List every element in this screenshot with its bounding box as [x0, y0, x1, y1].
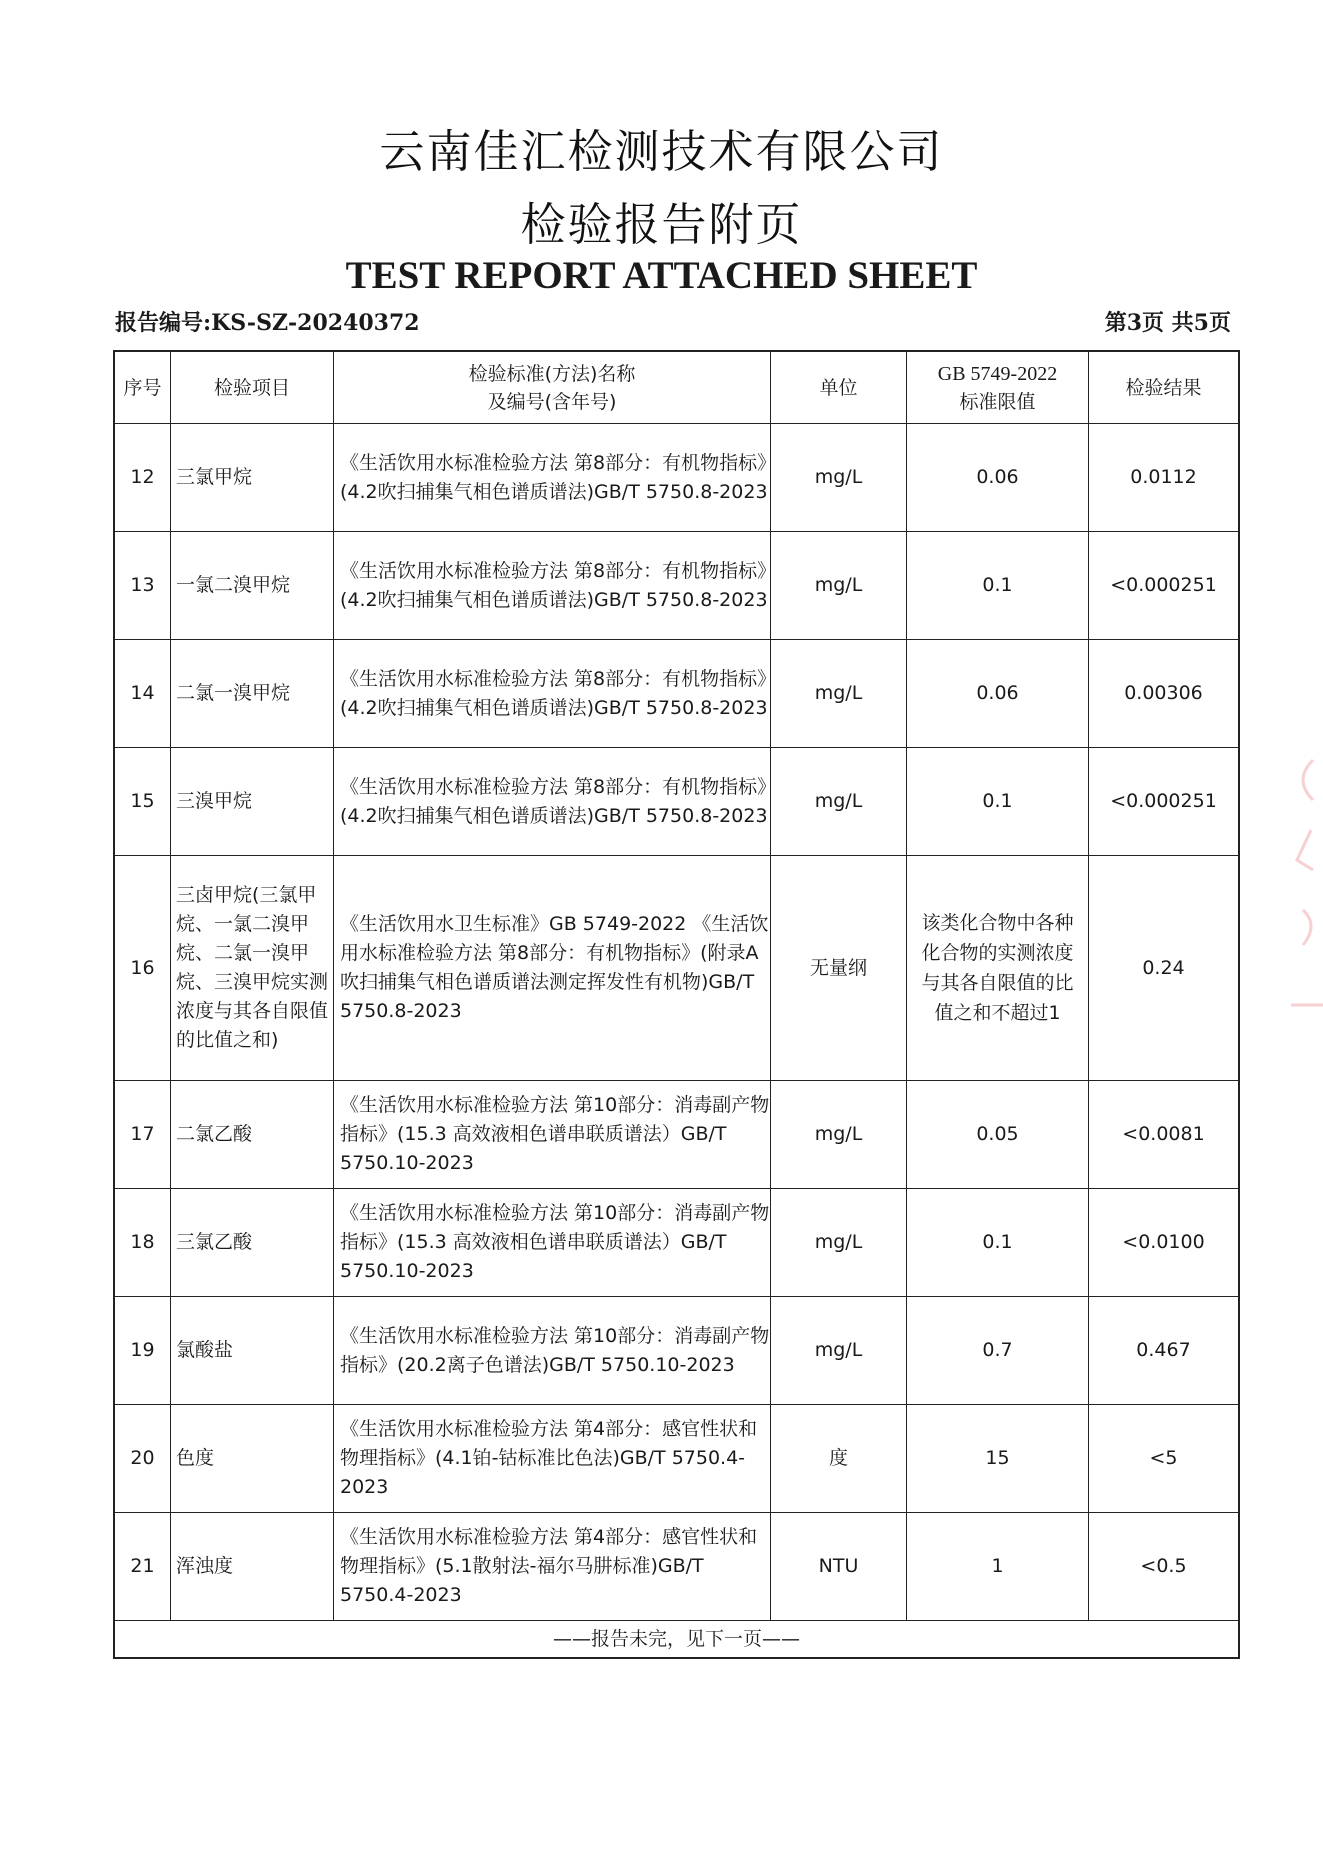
row-seq: 17	[114, 1081, 171, 1189]
header-standard-line2: 及编号(含年号)	[487, 390, 617, 413]
row-item: 氯酸盐	[171, 1297, 334, 1405]
row-limit: 15	[907, 1405, 1089, 1513]
row-item: 二氯乙酸	[171, 1081, 334, 1189]
row-result: <5	[1089, 1405, 1240, 1513]
seal-stamp-icon	[1283, 740, 1323, 1030]
row-limit: 1	[907, 1513, 1089, 1621]
row-unit: mg/L	[771, 532, 907, 640]
table-row	[114, 748, 1239, 856]
page-indicator: 第3页 共5页	[1104, 310, 1231, 336]
table-row	[114, 1405, 1239, 1513]
row-item: 三溴甲烷	[171, 748, 334, 856]
company-name: 云南佳汇检测技术有限公司	[379, 125, 944, 178]
row-result: <0.0081	[1089, 1081, 1240, 1189]
table-header-row	[114, 351, 1239, 424]
row-seq: 14	[114, 640, 171, 748]
row-seq: 12	[114, 424, 171, 532]
header-unit: 单位	[771, 351, 907, 424]
table-row	[114, 424, 1239, 532]
row-limit: 0.1	[907, 532, 1089, 640]
row-seq: 16	[114, 856, 171, 1081]
row-item: 色度	[171, 1405, 334, 1513]
row-result: 0.467	[1089, 1297, 1240, 1405]
row-result: <0.000251	[1089, 748, 1240, 856]
row-limit: 该类化合物中各种化合物的实测浓度与其各自限值的比值之和不超过1	[907, 856, 1089, 1081]
table-row	[114, 532, 1239, 640]
row-unit: NTU	[771, 1513, 907, 1621]
row-limit: 0.1	[907, 748, 1089, 856]
table-row	[114, 856, 1239, 1081]
row-limit: 0.7	[907, 1297, 1089, 1405]
row-unit: 度	[771, 1405, 907, 1513]
row-unit: mg/L	[771, 640, 907, 748]
row-standard: 《生活饮用水标准检验方法 第4部分：感官性状和物理指标》(4.1铂-钴标准比色法)GB/T 5750.4-2023	[334, 1405, 771, 1513]
row-seq: 15	[114, 748, 171, 856]
row-limit: 0.1	[907, 1189, 1089, 1297]
header-limit-line1: GB 5749-2022	[937, 362, 1058, 385]
row-unit: mg/L	[771, 424, 907, 532]
row-item: 三卤甲烷(三氯甲烷、一氯二溴甲烷、二氯一溴甲烷、三溴甲烷实测浓度与其各自限值的比值之和)	[171, 856, 334, 1081]
row-unit: mg/L	[771, 748, 907, 856]
row-item: 三氯甲烷	[171, 424, 334, 532]
table-row	[114, 640, 1239, 748]
row-item: 三氯乙酸	[171, 1189, 334, 1297]
header-seq: 序号	[114, 351, 171, 424]
header-item: 检验项目	[171, 351, 334, 424]
table-footer-row	[114, 1621, 1239, 1659]
row-unit: mg/L	[771, 1189, 907, 1297]
report-number: 报告编号:KS-SZ-20240372	[115, 310, 420, 336]
row-limit: 0.06	[907, 640, 1089, 748]
report-continued-note: ——报告未完，见下一页——	[114, 1621, 1239, 1659]
table-row	[114, 1189, 1239, 1297]
table-row	[114, 1513, 1239, 1621]
row-result: <0.0100	[1089, 1189, 1240, 1297]
header-result: 检验结果	[1089, 351, 1240, 424]
header-standard	[334, 351, 771, 424]
row-standard: 《生活饮用水标准检验方法 第8部分：有机物指标》(4.2吹扫捕集气相色谱质谱法)GB/T 5750.8-2023	[334, 532, 771, 640]
row-seq: 20	[114, 1405, 171, 1513]
row-seq: 18	[114, 1189, 171, 1297]
row-item: 一氯二溴甲烷	[171, 532, 334, 640]
row-result: 0.24	[1089, 856, 1240, 1081]
row-unit: mg/L	[771, 1081, 907, 1189]
row-item: 二氯一溴甲烷	[171, 640, 334, 748]
report-subtitle: 检验报告附页	[520, 198, 803, 251]
row-unit: 无量纲	[771, 856, 907, 1081]
row-standard: 《生活饮用水标准检验方法 第10部分：消毒副产物指标》(15.3 高效液相色谱串联质谱法）GB/T 5750.10-2023	[334, 1081, 771, 1189]
row-limit: 0.06	[907, 424, 1089, 532]
row-result: 0.0112	[1089, 424, 1240, 532]
row-standard: 《生活饮用水卫生标准》GB 5749-2022 《生活饮用水标准检验方法 第8部分：有机物指标》(附录A 吹扫捕集气相色谱质谱法测定挥发性有机物)GB/T 5750.8-2023	[334, 856, 771, 1081]
row-standard: 《生活饮用水标准检验方法 第4部分：感官性状和物理指标》(5.1散射法-福尔马肼标准)GB/T 5750.4-2023	[334, 1513, 771, 1621]
row-limit: 0.05	[907, 1081, 1089, 1189]
row-seq: 21	[114, 1513, 171, 1621]
row-standard: 《生活饮用水标准检验方法 第8部分：有机物指标》(4.2吹扫捕集气相色谱质谱法)GB/T 5750.8-2023	[334, 640, 771, 748]
english-title: TEST REPORT ATTACHED SHEET	[345, 254, 978, 297]
header-limit-line2: 标准限值	[959, 390, 1036, 413]
results-table	[113, 350, 1240, 1659]
header-limit	[907, 351, 1089, 424]
table-row	[114, 1081, 1239, 1189]
row-item: 浑浊度	[171, 1513, 334, 1621]
row-standard: 《生活饮用水标准检验方法 第10部分：消毒副产物指标》(20.2离子色谱法)GB/T 5750.10-2023	[334, 1297, 771, 1405]
table-row	[114, 1297, 1239, 1405]
row-result: <0.000251	[1089, 532, 1240, 640]
row-standard: 《生活饮用水标准检验方法 第8部分：有机物指标》(4.2吹扫捕集气相色谱质谱法)GB/T 5750.8-2023	[334, 748, 771, 856]
row-standard: 《生活饮用水标准检验方法 第8部分：有机物指标》(4.2吹扫捕集气相色谱质谱法)GB/T 5750.8-2023	[334, 424, 771, 532]
row-unit: mg/L	[771, 1297, 907, 1405]
row-standard: 《生活饮用水标准检验方法 第10部分：消毒副产物指标》(15.3 高效液相色谱串联质谱法）GB/T 5750.10-2023	[334, 1189, 771, 1297]
row-seq: 13	[114, 532, 171, 640]
header-standard-line1: 检验标准(方法)名称	[468, 362, 636, 385]
seal-fragment-icon	[1283, 740, 1323, 1030]
row-seq: 19	[114, 1297, 171, 1405]
row-result: 0.00306	[1089, 640, 1240, 748]
row-result: <0.5	[1089, 1513, 1240, 1621]
